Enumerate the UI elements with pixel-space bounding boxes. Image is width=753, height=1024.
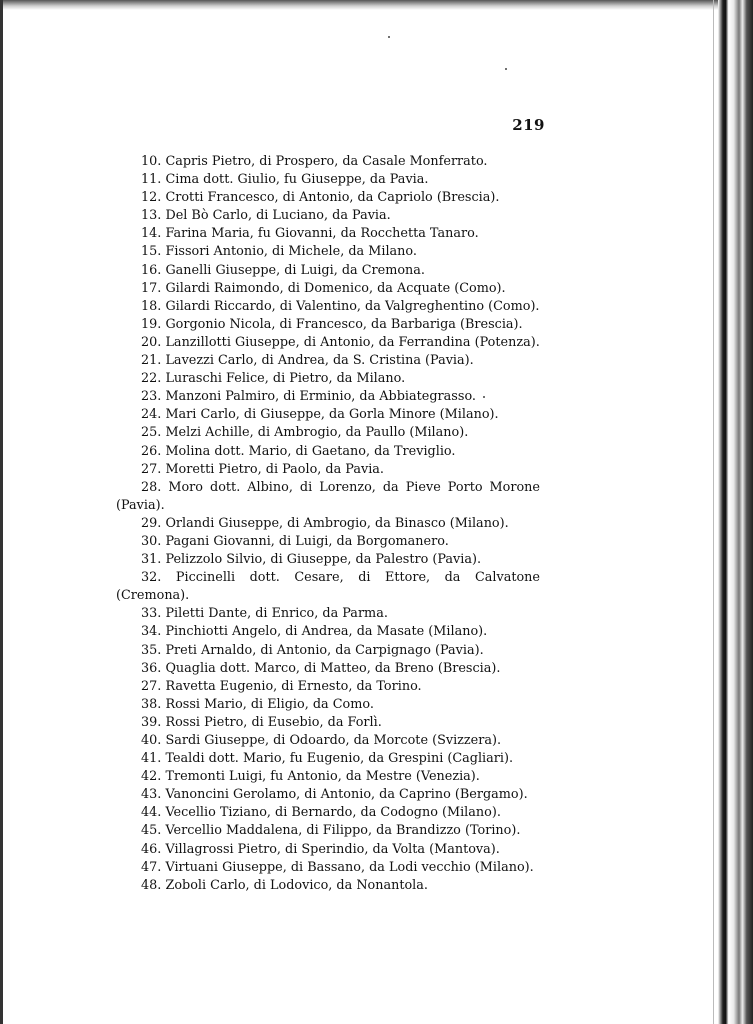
list-item <box>116 714 540 732</box>
list-item <box>116 298 540 316</box>
entry-number: 27. <box>141 461 162 477</box>
list-item <box>116 388 540 406</box>
entry-text: Tealdi dott. Mario, fu Eugenio, da Grespini (Cagliari). <box>165 751 514 767</box>
list-item <box>116 406 540 424</box>
entry-text: Capris Pietro, di Prospero, da Casale Monferrato. <box>165 154 488 169</box>
entry-number: 35. <box>141 642 162 658</box>
list-item <box>116 678 540 696</box>
list-item <box>116 533 540 551</box>
list-item <box>116 768 540 786</box>
entry-number: 43. <box>141 787 162 803</box>
entry-number: 39. <box>141 714 162 730</box>
list-item <box>116 841 540 859</box>
entry-text: Ravetta Eugenio, di Ernesto, da Torino. <box>165 678 422 694</box>
list-item <box>116 207 540 225</box>
entry-number: 26. <box>141 443 162 459</box>
entry-number: 21. <box>141 353 162 369</box>
name-list <box>116 153 540 895</box>
entry-number: 48. <box>141 877 162 893</box>
entry-text: Villagrossi Pietro, di Sperindio, da Volta (Mantova). <box>165 841 500 857</box>
entry-text: Zoboli Carlo, di Lodovico, da Nonantola. <box>165 877 428 893</box>
list-item <box>116 696 540 714</box>
entry-number: 38. <box>141 696 162 712</box>
entry-text: Tremonti Luigi, fu Antonio, da Mestre (Venezia). <box>165 769 480 785</box>
list-item <box>116 424 540 442</box>
list-item <box>116 370 540 388</box>
entry-number: 29. <box>141 515 162 531</box>
entry-number: 12. <box>141 190 162 206</box>
entry-text: Gorgonio Nicola, di Francesco, da Barbariga (Brescia). <box>165 316 523 332</box>
entry-number: 34. <box>141 624 162 640</box>
list-item <box>116 280 540 298</box>
entry-number: 41. <box>141 751 162 767</box>
entry-text: Mari Carlo, di Giuseppe, da Gorla Minore (Milano). <box>165 407 499 423</box>
entry-text: Lavezzi Carlo, di Andrea, da S. Cristina (Pavia). <box>165 353 474 369</box>
entry-text: Manzoni Palmiro, di Erminio, da Abbiategrasso. <box>165 389 476 405</box>
entry-text: Moro dott. Albino, di Lorenzo, da Pieve Porto Morone (Pavia). <box>116 479 540 513</box>
entry-number: 30. <box>141 533 162 549</box>
list-item <box>116 443 540 461</box>
entry-text: Crotti Francesco, di Antonio, da Capriolo (Brescia). <box>165 190 500 206</box>
list-item <box>116 171 540 189</box>
entry-number: 14. <box>141 226 162 242</box>
entry-number: 17. <box>141 280 162 296</box>
list-item <box>116 732 540 750</box>
entry-text: Orlandi Giuseppe, di Ambrogio, da Binasco (Milano). <box>165 515 509 531</box>
entry-number: 40. <box>141 733 162 748</box>
list-item <box>116 642 540 660</box>
list-item <box>116 660 540 678</box>
entry-number: 15. <box>141 244 162 260</box>
list-item <box>116 225 540 243</box>
list-item <box>116 334 540 352</box>
entry-text: Gilardi Raimondo, di Domenico, da Acquate (Como). <box>165 280 506 296</box>
entry-text: Vanoncini Gerolamo, di Antonio, da Caprino (Bergamo). <box>165 787 528 803</box>
list-item <box>116 243 540 261</box>
entry-text: Lanzillotti Giuseppe, di Antonio, da Ferrandina (Potenza). <box>165 334 540 350</box>
page-spine-line <box>713 0 714 1024</box>
entry-number: 10. <box>141 154 162 169</box>
list-item <box>116 804 540 822</box>
speck-mark <box>505 68 507 70</box>
entry-number: 44. <box>141 805 162 821</box>
entry-text: Gilardi Riccardo, di Valentino, da Valgreghentino (Como). <box>165 298 540 314</box>
entry-text: Fissori Antonio, di Michele, da Milano. <box>165 244 417 260</box>
entry-text: Melzi Achille, di Ambrogio, da Paullo (Milano). <box>165 425 469 441</box>
list-item <box>116 822 540 840</box>
scan-top-edge <box>0 0 753 10</box>
list-item <box>116 189 540 207</box>
entry-number: 18. <box>141 298 162 314</box>
book-binding-edge <box>718 0 753 1024</box>
list-item <box>116 551 540 569</box>
list-item <box>116 479 540 515</box>
list-item <box>116 750 540 768</box>
entry-text: Preti Arnaldo, di Antonio, da Carpignago (Pavia). <box>165 642 484 658</box>
entry-number: 20. <box>141 334 162 350</box>
entry-number: 16. <box>141 262 162 278</box>
entry-number: 47. <box>141 859 162 875</box>
scan-left-edge <box>0 0 3 1024</box>
entry-number: 11. <box>141 172 162 188</box>
entry-number: 23. <box>141 389 162 405</box>
entry-number: 45. <box>141 823 162 839</box>
entry-text: Piccinelli dott. Cesare, di Ettore, da Calvatone (Cremona). <box>116 570 540 604</box>
entry-text: Vercellio Maddalena, di Filippo, da Brandizzo (Torino). <box>165 823 521 839</box>
entry-number: 33. <box>141 606 162 622</box>
entry-text: Del Bò Carlo, di Luciano, da Pavia. <box>165 208 391 224</box>
entry-text: Cima dott. Giulio, fu Giuseppe, da Pavia. <box>165 172 429 188</box>
list-item <box>116 262 540 280</box>
entry-text: Quaglia dott. Marco, di Matteo, da Breno (Brescia). <box>165 660 501 676</box>
entry-number: 28. <box>141 479 162 495</box>
entry-number: 22. <box>141 371 162 387</box>
entry-text: Pinchiotti Angelo, di Andrea, da Masate (Milano). <box>165 624 488 640</box>
entry-text: Molina dott. Mario, di Gaetano, da Treviglio. <box>165 443 456 459</box>
entry-number: 31. <box>141 552 162 568</box>
entry-text: Moretti Pietro, di Paolo, da Pavia. <box>165 461 384 477</box>
list-item <box>116 352 540 370</box>
entry-text: Pelizzolo Silvio, di Giuseppe, da Palestro (Pavia). <box>165 552 482 568</box>
entry-number: 19. <box>141 316 162 332</box>
entry-text: Rossi Mario, di Eligio, da Como. <box>165 696 374 712</box>
entry-text: Piletti Dante, di Enrico, da Parma. <box>165 606 388 622</box>
entry-number: 13. <box>141 208 162 224</box>
list-item <box>116 569 540 605</box>
entry-text: Sardi Giuseppe, di Odoardo, da Morcote (Svizzera). <box>165 733 502 748</box>
entry-text: Farina Maria, fu Giovanni, da Rocchetta Tanaro. <box>165 226 479 242</box>
entry-number: 32. <box>141 570 162 586</box>
list-item <box>116 461 540 479</box>
list-item <box>116 153 540 171</box>
entry-text: Luraschi Felice, di Pietro, da Milano. <box>165 371 406 387</box>
list-item <box>116 623 540 641</box>
speck-mark <box>388 36 390 38</box>
page-number: 219 <box>512 116 545 134</box>
entry-number: 25. <box>141 425 162 441</box>
entry-number: 46. <box>141 841 162 857</box>
entry-number: 27. <box>141 678 162 694</box>
list-item <box>116 605 540 623</box>
list-item <box>116 316 540 334</box>
entry-text: Rossi Pietro, di Eusebio, da Forlì. <box>165 714 382 730</box>
entry-number: 24. <box>141 407 162 423</box>
list-item <box>116 515 540 533</box>
list-item <box>116 859 540 877</box>
entry-number: 36. <box>141 660 162 676</box>
entry-text: Ganelli Giuseppe, di Luigi, da Cremona. <box>165 262 425 278</box>
entry-number: 42. <box>141 769 162 785</box>
entry-text: Pagani Giovanni, di Luigi, da Borgomanero. <box>165 533 449 549</box>
entry-text: Virtuani Giuseppe, di Bassano, da Lodi vecchio (Milano). <box>165 859 534 875</box>
list-item <box>116 877 540 895</box>
list-item <box>116 786 540 804</box>
entry-text: Vecellio Tiziano, di Bernardo, da Codogno (Milano). <box>165 805 501 821</box>
